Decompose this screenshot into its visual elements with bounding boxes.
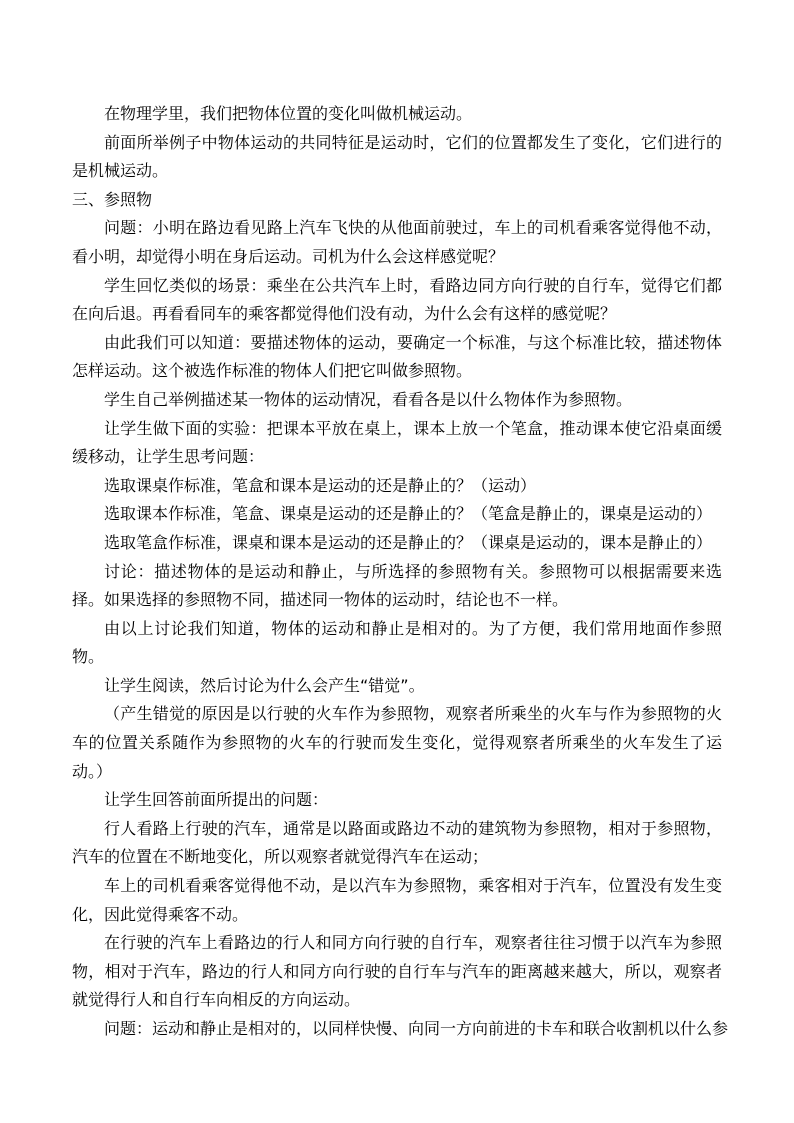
paragraph-book-standard: 选取课本作标准，笔盒、课桌是运动的还是静止的？（笔盒是静止的，课桌是运动的） [104,504,713,524]
paragraph-illusion-reason: （产生错觉的原因是以行驶的火车作为参照物，观察者所乘坐的火车与作为参照物的火车的位置关系随作为参照物的火车的行驶而发生变化，觉得观察者所乘坐的火车发生了运动。） [72,704,722,781]
paragraph-final-question: 问题：运动和静止是相对的，以同样快慢、向同一方向前进的卡车和联合收割机以什么参 [104,1019,729,1038]
paragraph-common-feature: 前面所举例子中物体运动的共同特征是运动时，它们的位置都发生了变化，它们进行的是机械运动。 [72,132,722,181]
paragraph-relative-motion: 由以上讨论我们知道，物体的运动和静止是相对的。为了方便，我们常用地面作参照物。 [72,618,722,667]
paragraph-answer-intro: 让学生回答前面所提出的问题： [104,790,329,810]
paragraph-answer-driver: 车上的司机看乘客觉得他不动，是以汽车为参照物，乘客相对于汽车，位置没有发生变化，因此觉得乘客不动。 [72,876,722,924]
paragraph-answer-observer: 在行驶的汽车上看路边的行人和同方向行驶的自行车，观察者往往习惯于以汽车为参照物，相对于汽车，路边的行人和同方向行驶的自行车与汽车的距离越来越大，所以，观察者就觉得行人和自行车向相反的方向运动。 [72,933,722,1010]
paragraph-illusion-reading: 让学生阅读，然后讨论为什么会产生“错觉”。 [104,675,425,695]
document-body [72,100,729,1044]
paragraph-discussion: 讨论：描述物体的是运动和静止，与所选择的参照物有关。参照物可以根据需要来选择。如果选择的参照物不同，描述同一物体的运动时，结论也不一样。 [72,561,722,610]
paragraph-pencilbox-standard: 选取笔盒作标准，课桌和课本是运动的还是静止的？（课桌是运动的，课本是静止的） [104,532,713,552]
paragraph-reference-definition: 由此我们可以知道：要描述物体的运动，要确定一个标准，与这个标准比较，描述物体怎样运动。这个被选作标准的物体人们把它叫做参照物。 [72,332,722,381]
paragraph-question-xiaoming: 问题：小明在路边看见路上汽车飞快的从他面前驶过，车上的司机看乘客觉得他不动，看小明，却觉得小明在身后运动。司机为什么会这样感觉呢？ [72,218,722,266]
paragraph-student-recall: 学生回忆类似的场景：乘坐在公共汽车上时，看路边同方向行驶的自行车，觉得它们都在向后退。再看看同车的乘客都觉得他们没有动，为什么会有这样的感觉呢？ [72,275,722,324]
paragraph-experiment: 让学生做下面的实验：把课本平放在桌上，课本上放一个笔盒，推动课本使它沿桌面缓缓移动，让学生思考问题： [72,418,722,467]
paragraph-desk-standard: 选取课桌作标准，笔盒和课本是运动的还是静止的？（运动） [104,475,537,495]
paragraph-answer-pedestrian: 行人看路上行驶的汽车，通常是以路面或路边不动的建筑物为参照物，相对于参照物，汽车的位置在不断地变化，所以观察者就觉得汽车在运动； [72,818,722,867]
paragraph-mechanical-motion-definition: 在物理学里，我们把物体位置的变化叫做机械运动。 [104,104,473,123]
paragraph-student-examples: 学生自己举例描述某一物体的运动情况，看看各是以什么物体作为参照物。 [104,389,633,409]
section-heading-reference-object: 三、参照物 [72,189,153,209]
